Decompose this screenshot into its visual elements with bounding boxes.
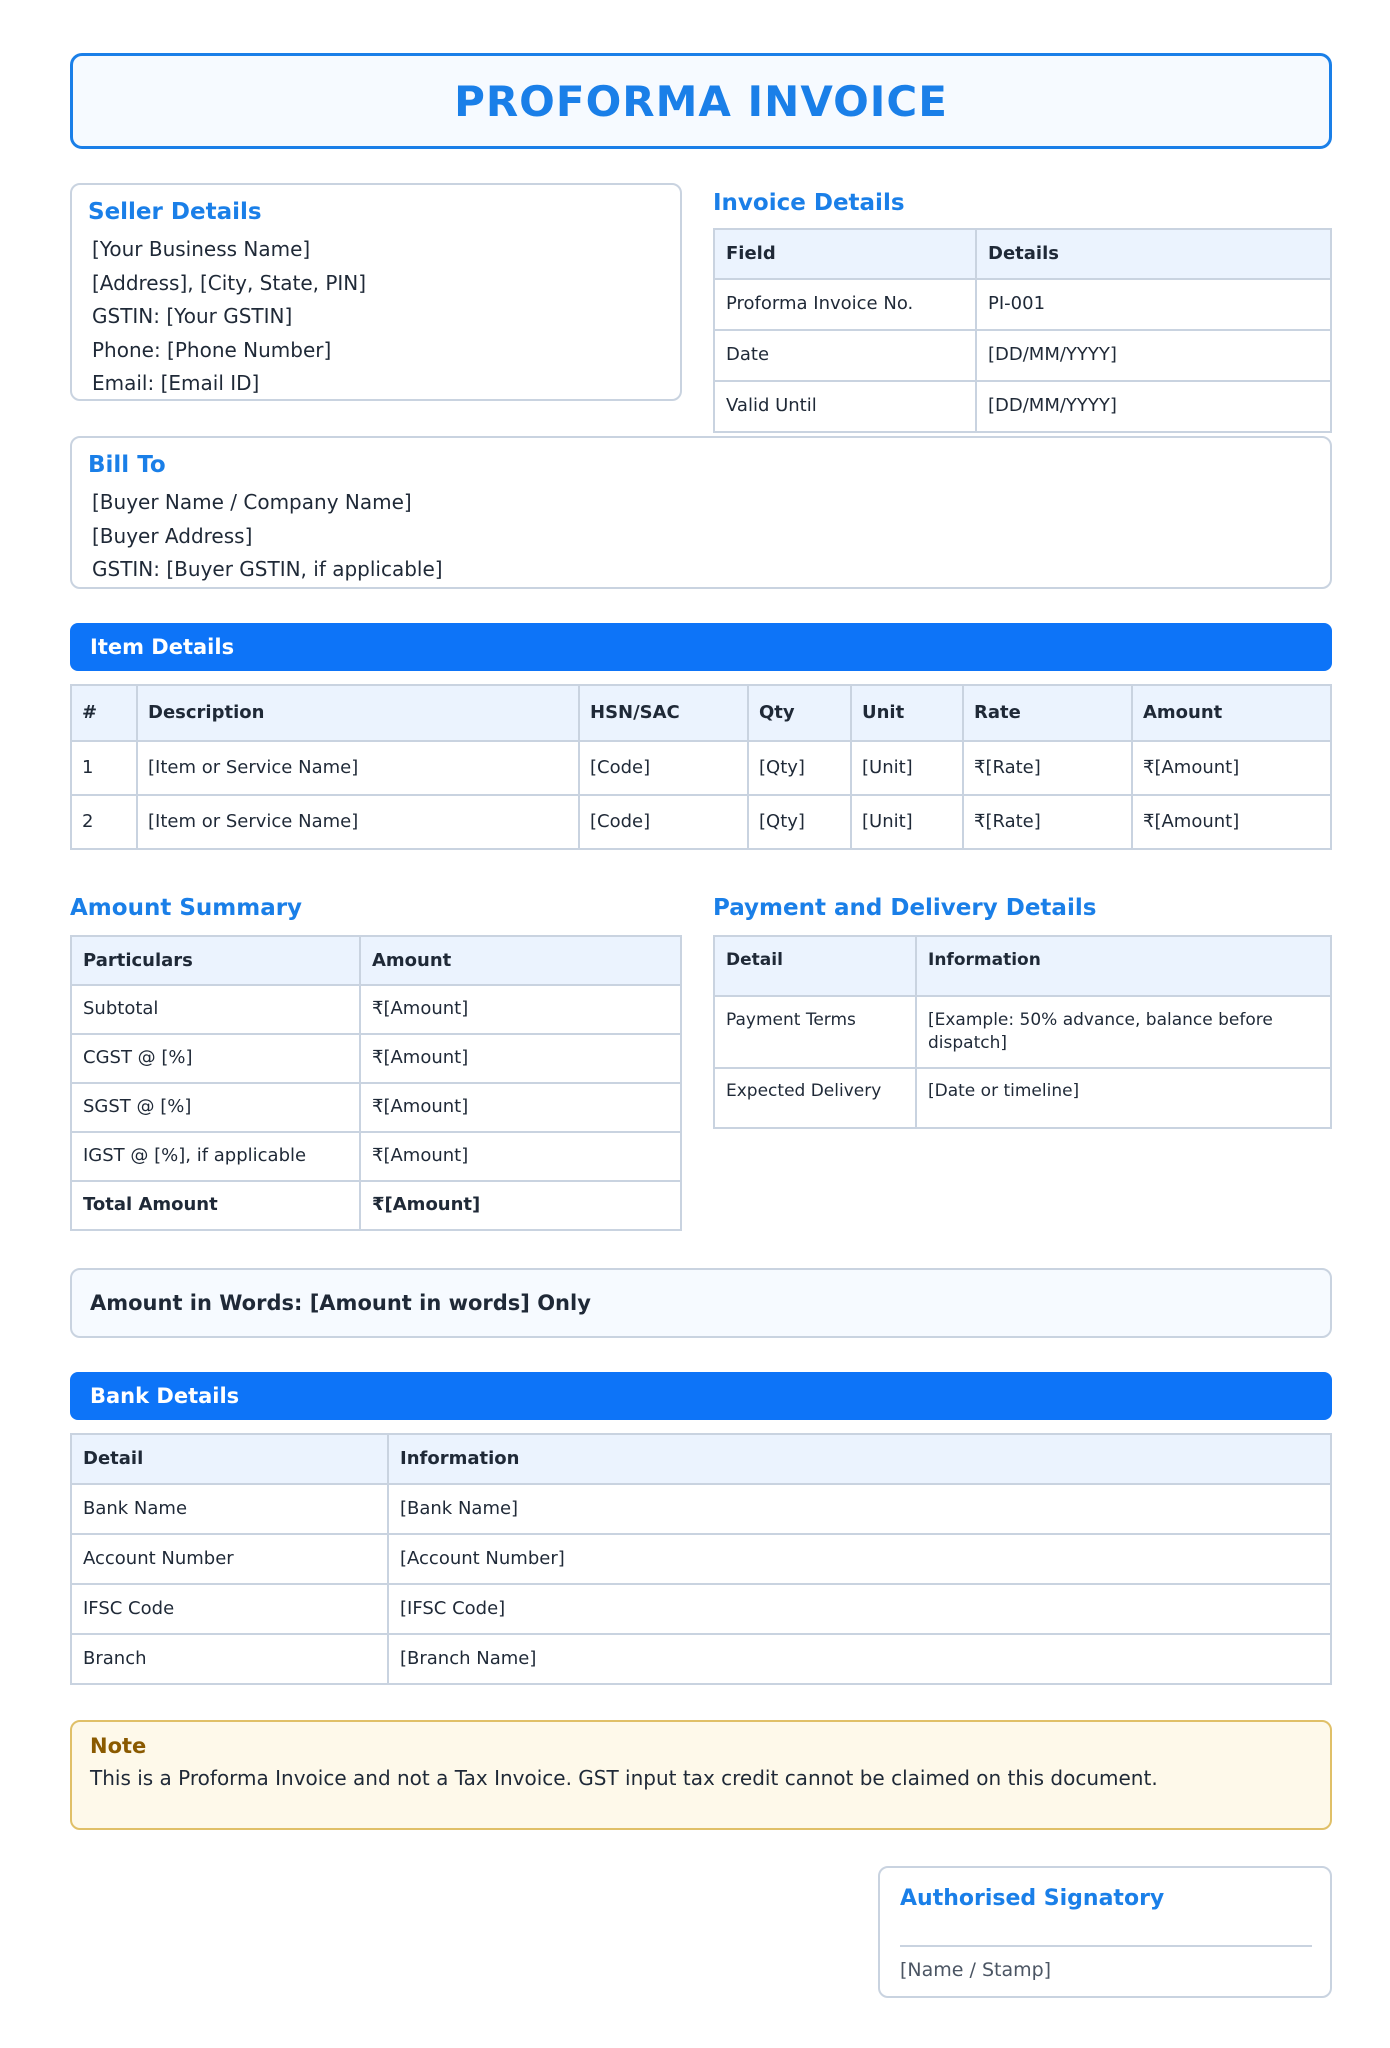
- table-cell: [Branch Name]: [388, 1634, 1331, 1684]
- table-row: [71, 1484, 1331, 1534]
- seller-line: Email: [Email ID]: [92, 371, 260, 395]
- table-cell: ₹[Rate]: [963, 795, 1132, 849]
- table-cell: [Qty]: [748, 741, 851, 795]
- table-cell: CGST @ [%]: [71, 1034, 360, 1083]
- table-cell: Account Number: [71, 1534, 388, 1584]
- bill-to-box: [70, 436, 1332, 589]
- items-table: [70, 684, 1332, 850]
- table-header: Amount: [1132, 685, 1331, 741]
- bill-to-heading: Bill To: [88, 452, 166, 478]
- table-cell: Subtotal: [71, 985, 360, 1034]
- table-cell: [Item or Service Name]: [137, 741, 579, 795]
- table-header: Description: [137, 685, 579, 741]
- items-section: [70, 684, 1332, 850]
- table-cell: ₹[Rate]: [963, 741, 1132, 795]
- total-label: Total Amount: [71, 1181, 360, 1230]
- table-cell: ₹[Amount]: [360, 1083, 681, 1132]
- payment-delivery-table: [713, 935, 1332, 1129]
- signature-line: [900, 1945, 1312, 1947]
- table-cell: ₹[Amount]: [360, 1034, 681, 1083]
- table-row: [71, 985, 681, 1034]
- note-heading: Note: [90, 1734, 147, 1758]
- seller-line: Phone: [Phone Number]: [92, 337, 332, 362]
- table-row: [71, 1132, 681, 1181]
- bank-details-bar: Bank Details: [70, 1372, 1332, 1420]
- table-row: [71, 741, 1331, 795]
- table-cell: ₹[Amount]: [360, 1132, 681, 1181]
- page-title: PROFORMA INVOICE: [454, 76, 948, 126]
- table-cell: [Unit]: [851, 741, 963, 795]
- table-row: [71, 1634, 1331, 1684]
- bill-to-line: GSTIN: [Buyer GSTIN, if applicable]: [92, 557, 443, 581]
- table-header: Rate: [963, 685, 1132, 741]
- table-row: [714, 1068, 1331, 1128]
- amount-in-words-box: [70, 1268, 1332, 1338]
- table-cell: [DD/MM/YYYY]: [976, 330, 1331, 381]
- table-cell: [Bank Name]: [388, 1484, 1331, 1534]
- bill-to-line: [Buyer Name / Company Name]: [92, 490, 412, 514]
- table-cell: [Qty]: [748, 795, 851, 849]
- amount-in-words: Amount in Words: [Amount in words] Only: [90, 1291, 591, 1315]
- table-cell: [Item or Service Name]: [137, 795, 579, 849]
- amount-summary-table: [70, 935, 682, 1231]
- table-header: #: [71, 685, 137, 741]
- total-value: ₹[Amount]: [360, 1181, 681, 1230]
- total-row: [71, 1181, 681, 1230]
- table-cell: IFSC Code: [71, 1584, 388, 1634]
- invoice-details-heading: Invoice Details: [713, 190, 905, 216]
- table-cell: 2: [71, 795, 137, 849]
- table-cell: SGST @ [%]: [71, 1083, 360, 1132]
- table-cell: [Account Number]: [388, 1534, 1331, 1584]
- table-header: Field: [714, 229, 976, 279]
- table-row: [71, 1034, 681, 1083]
- table-row: [714, 279, 1331, 330]
- table-cell: [Unit]: [851, 795, 963, 849]
- table-cell: Proforma Invoice No.: [714, 279, 976, 330]
- table-header: Particulars: [71, 936, 360, 985]
- table-cell: Branch: [71, 1634, 388, 1684]
- table-cell: ₹[Amount]: [360, 985, 681, 1034]
- bill-to-line: [Buyer Address]: [92, 523, 253, 548]
- table-cell: ₹[Amount]: [1132, 795, 1331, 849]
- table-row: [71, 1534, 1331, 1584]
- payment-delivery-section: [713, 895, 1332, 1129]
- seller-line: GSTIN: [Your GSTIN]: [92, 304, 293, 328]
- table-row: [71, 795, 1331, 849]
- table-cell: ₹[Amount]: [1132, 741, 1331, 795]
- bank-section: [70, 1433, 1332, 1685]
- table-row: [714, 381, 1331, 432]
- bank-details-table: [70, 1433, 1332, 1685]
- table-header: Detail: [71, 1434, 388, 1484]
- table-cell: [Date or timeline]: [916, 1068, 1331, 1128]
- table-cell: [DD/MM/YYYY]: [976, 381, 1331, 432]
- table-cell: 1: [71, 741, 137, 795]
- seller-line: [Your Business Name]: [92, 237, 311, 261]
- seller-line: [Address], [City, State, PIN]: [92, 270, 367, 295]
- table-cell: Expected Delivery: [714, 1068, 916, 1128]
- amount-summary-section: [70, 895, 682, 1231]
- table-header: Unit: [851, 685, 963, 741]
- invoice-details-table: [713, 228, 1332, 433]
- table-cell: Date: [714, 330, 976, 381]
- signatory-heading: Authorised Signatory: [900, 1886, 1165, 1911]
- table-cell: [Example: 50% advance, balance before dispatch]: [916, 996, 1331, 1068]
- table-row: [714, 996, 1331, 1068]
- table-cell: [IFSC Code]: [388, 1584, 1331, 1634]
- seller-details-box: [70, 183, 682, 401]
- table-cell: [Code]: [579, 741, 748, 795]
- table-header: Details: [976, 229, 1331, 279]
- table-row: [71, 1584, 1331, 1634]
- table-cell: IGST @ [%], if applicable: [71, 1132, 360, 1181]
- table-cell: Payment Terms: [714, 996, 916, 1068]
- table-header: Amount: [360, 936, 681, 985]
- table-header: Information: [916, 936, 1331, 996]
- table-cell: Valid Until: [714, 381, 976, 432]
- note-text: This is a Proforma Invoice and not a Tax Invoice. GST input tax credit cannot be claimed on this document.: [90, 1766, 1158, 1790]
- payment-delivery-heading: Payment and Delivery Details: [713, 895, 1097, 921]
- amount-summary-heading: Amount Summary: [70, 895, 303, 921]
- signatory-box: [878, 1866, 1332, 1998]
- invoice-details-section: [713, 190, 1332, 433]
- note-box: [70, 1720, 1332, 1830]
- table-header: Detail: [714, 936, 916, 996]
- title-box: [70, 53, 1332, 149]
- table-cell: PI-001: [976, 279, 1331, 330]
- table-header: Qty: [748, 685, 851, 741]
- table-header: Information: [388, 1434, 1331, 1484]
- signatory-placeholder: [Name / Stamp]: [900, 1959, 1052, 1981]
- table-row: [71, 1083, 681, 1132]
- table-header: HSN/SAC: [579, 685, 748, 741]
- table-row: [714, 330, 1331, 381]
- item-details-bar: Item Details: [70, 623, 1332, 671]
- table-cell: Bank Name: [71, 1484, 388, 1534]
- table-cell: [Code]: [579, 795, 748, 849]
- seller-details-heading: Seller Details: [88, 199, 262, 225]
